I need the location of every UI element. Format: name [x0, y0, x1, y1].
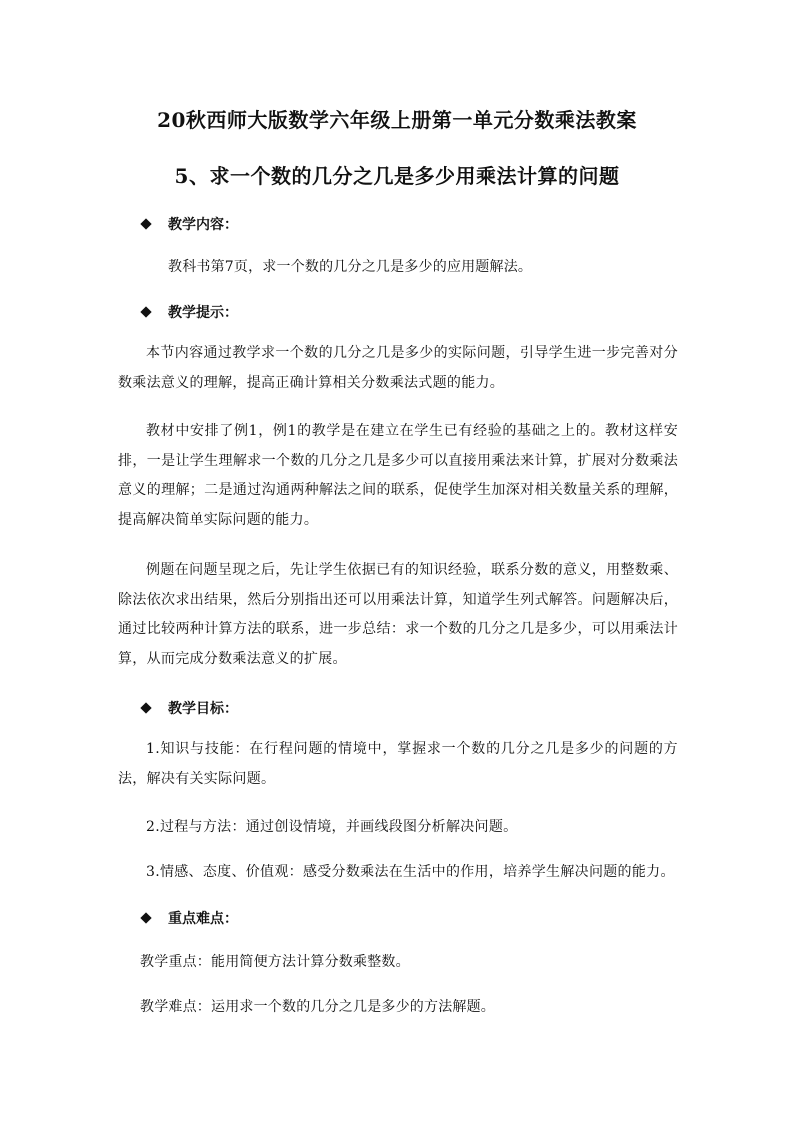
section-heading-label: 教学内容： [168, 217, 238, 233]
hint-paragraph: 例题在问题呈现之后，先让学生依据已有的知识经验，联系分数的意义，用整数乘、除法依次求出结果，然后分别指出还可以用乘法计算，知道学生列式解答。问题解决后，通过比较两种计算方法的联系，进一步总结：求一个数的几分之几是多少，可以用乘法计算，从而完成分数乘法意义的扩展。 [118, 562, 678, 667]
diamond-bullet-icon [140, 218, 151, 229]
section-heading-label: 重点难点： [168, 911, 238, 927]
goal-item: 2.过程与方法：通过创设情境，并画线段图分析解决问题。 [146, 819, 518, 835]
diamond-bullet-icon [140, 306, 151, 317]
hint-paragraph: 本节内容通过教学求一个数的几分之几是多少的实际问题，引导学生进一步完善对分数乘法意义的理解，提高正确计算相关分数乘法式题的能力。 [118, 345, 678, 391]
hint-paragraph: 教材中安排了例1，例1的教学是在建立在学生已有经验的基础之上的。教材这样安排，一是让学生理解求一个数的几分之几是多少可以直接用乘法来计算，扩展对分数乘法意义的理解；二是通过沟通两种解法之间的联系，促使学生加深对相关数量关系的理解，提高解决简单实际问题的能力。 [118, 423, 678, 528]
document-title: 20秋西师大版数学六年级上册第一单元分数乘法教案 [157, 108, 637, 132]
content-text: 教科书第7页，求一个数的几分之几是多少的应用题解法。 [168, 259, 533, 275]
section-heading-label: 教学提示： [168, 305, 238, 321]
key-point-focus: 教学重点：能用简便方法计算分数乘整数。 [140, 954, 410, 970]
goal-item: 3.情感、态度、价值观：感受分数乘法在生活中的作用，培养学生解决问题的能力。 [146, 864, 675, 880]
section-heading-key-points [140, 908, 238, 928]
section-heading-content [140, 214, 238, 234]
goal-item: 1.知识与技能：在行程问题的情境中，掌握求一个数的几分之几是多少的问题的方法，解决有关实际问题。 [118, 741, 678, 787]
section-heading-hints [140, 302, 238, 322]
section-heading-label: 教学目标： [168, 701, 238, 717]
section-heading-goals [140, 698, 238, 718]
key-point-difficulty: 教学难点：运用求一个数的几分之几是多少的方法解题。 [140, 999, 495, 1015]
diamond-bullet-icon [140, 912, 151, 923]
lesson-subtitle: 5、求一个数的几分之几是多少用乘法计算的问题 [174, 164, 620, 188]
diamond-bullet-icon [140, 702, 151, 713]
